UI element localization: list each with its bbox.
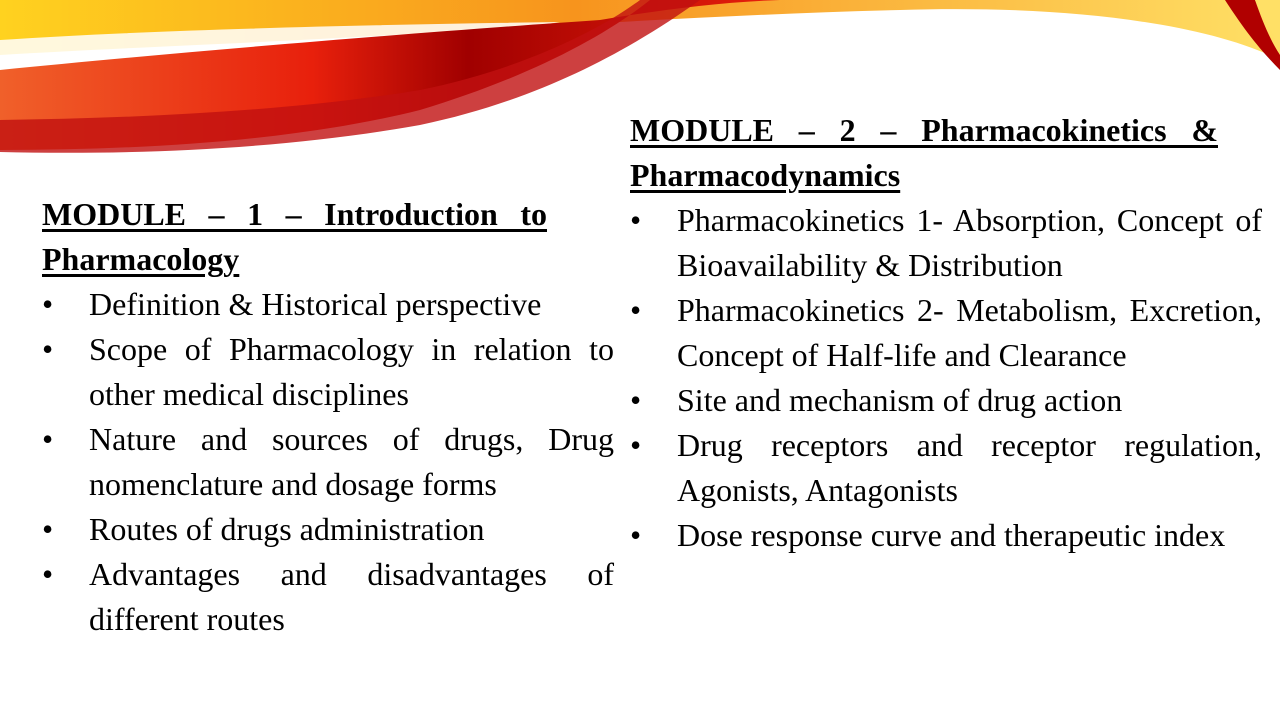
- list-item: • Scope of Pharmacology in relation to other medical disciplines: [42, 327, 614, 417]
- bullet-icon: •: [42, 331, 54, 367]
- module-1-heading: MODULE – 1 – Introduction to Pharmacology: [42, 196, 547, 277]
- list-item: • Pharmacokinetics 2- Metabolism, Excretion, Concept of Half-life and Clearance: [630, 288, 1262, 378]
- bullet-icon: •: [630, 517, 642, 553]
- list-item: • Nature and sources of drugs, Drug nomenclature and dosage forms: [42, 417, 614, 507]
- bullet-icon: •: [42, 556, 54, 592]
- bullet-icon: •: [630, 292, 642, 328]
- bullet-icon: •: [42, 511, 54, 547]
- list-item: • Dose response curve and therapeutic index: [630, 513, 1262, 558]
- module-1-list: [42, 282, 614, 642]
- bullet-icon: •: [630, 382, 642, 418]
- list-item: • Site and mechanism of drug action: [630, 378, 1262, 423]
- module-1-section: [42, 192, 614, 642]
- list-item: • Definition & Historical perspective: [42, 282, 614, 327]
- module-2-section: [630, 108, 1262, 558]
- bullet-icon: •: [42, 286, 54, 322]
- list-item: • Drug receptors and receptor regulation, Agonists, Antagonists: [630, 423, 1262, 513]
- list-item: • Routes of drugs administration: [42, 507, 614, 552]
- list-item: • Pharmacokinetics 1- Absorption, Concept of Bioavailability & Distribution: [630, 198, 1262, 288]
- module-2-heading: MODULE – 2 – Pharmacokinetics & Pharmacodynamics: [630, 112, 1218, 193]
- bullet-icon: •: [42, 421, 54, 457]
- bullet-icon: •: [630, 202, 642, 238]
- module-2-list: [630, 198, 1262, 558]
- bullet-icon: •: [630, 427, 642, 463]
- list-item: • Advantages and disadvantages of different routes: [42, 552, 614, 642]
